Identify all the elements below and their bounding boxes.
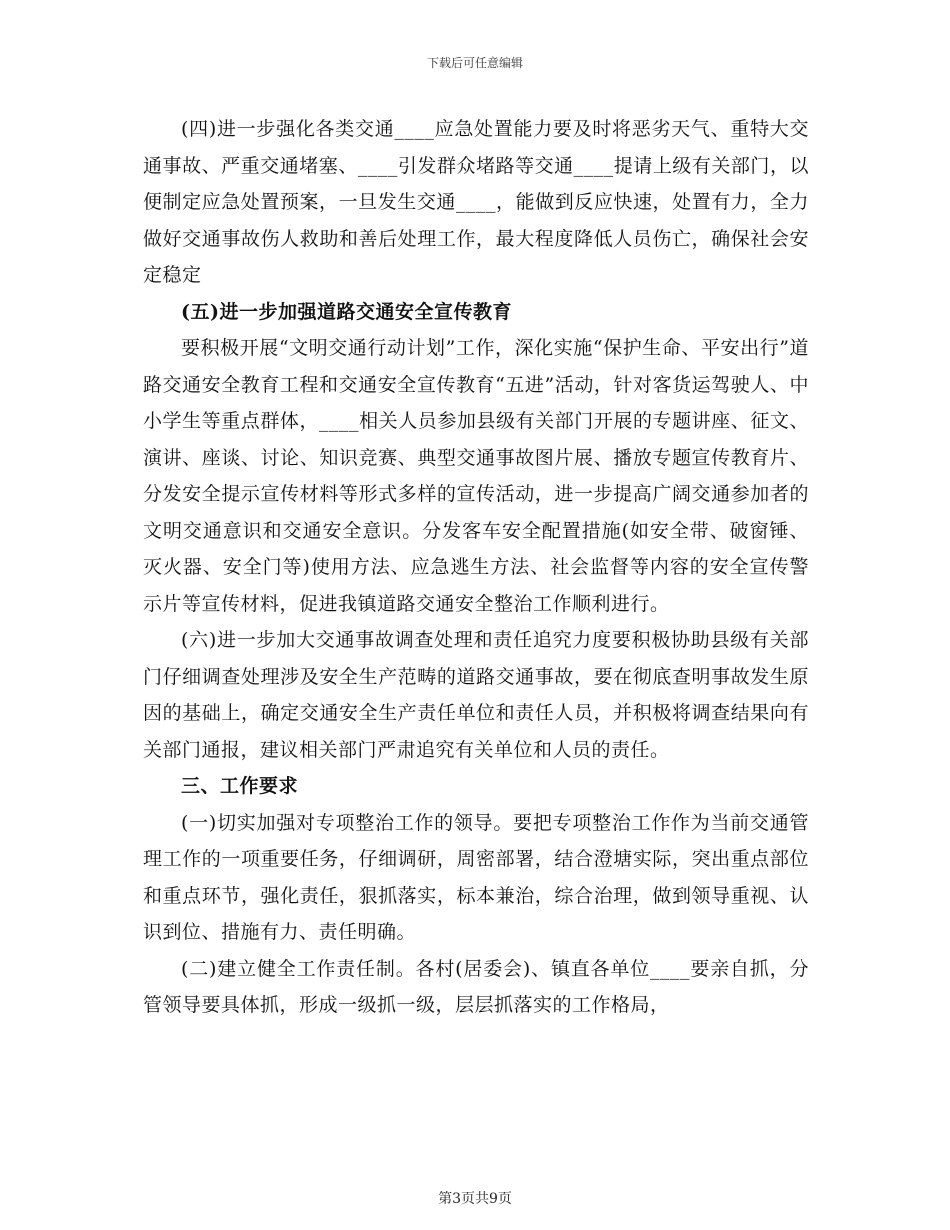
page-footer: 第3页共9页 bbox=[438, 1191, 512, 1207]
section-heading-5: (五)进一步加强道路交通安全宣传教育 bbox=[181, 300, 512, 323]
page-header: 下载后可任意编辑 bbox=[426, 56, 523, 70]
document-body bbox=[143, 111, 809, 1024]
paragraph-requirement-2: (二)建立健全工作责任制。各村(居委会)、镇直各单位____要亲自抓，分管领导要具体抓，形成一级抓一级，层层抓落实的工作格局， bbox=[143, 957, 809, 1016]
paragraph-requirement-1: (一)切实加强对专项整治工作的领导。要把专项整治工作作为当前交通管理工作的一项重要任务，仔细调研，周密部署，结合澄塘实际，突出重点部位和重点环节，强化责任，狠抓落实，标本兼治，综合治理，做到领导重视、认识到位、措施有力、责任明确。 bbox=[143, 811, 809, 943]
paragraph-5-body: 要积极开展“文明交通行动计划”工作，深化实施“保护生命、平安出行”道路交通安全教育工程和交通安全宣传教育“五进”活动，针对客货运驾驶人、中小学生等重点群体，____相关人员参加县级有关部门开展的专题讲座、征文、演讲、座谈、讨论、知识竞赛、典型交通事故图片展、播放专题宣传教育片、分发安全提示宣传材料等形式多样的宣传活动，进一步提高广阔交通参加者的文明交通意识和交通安全意识。分发客车安全配置措施(如安全带、破窗锤、灭火器、安全门等)使用方法、应急逃生方法、社会监督等内容的安全宣传警示片等宣传材料，促进我镇道路交通安全整治工作顺利进行。 bbox=[143, 337, 809, 615]
paragraph-6: (六)进一步加大交通事故调查处理和责任追究力度要积极协助县级有关部门仔细调查处理涉及安全生产范畴的道路交通事故，要在彻底查明事故发生原因的基础上，确定交通安全生产责任单位和责任人员，并积极将调查结果向有关部门通报，建议相关部门严肃追究有关单位和人员的责任。 bbox=[143, 629, 809, 761]
paragraph-4: (四)进一步强化各类交通____应急处置能力要及时将恶劣天气、重特大交通事故、严重交通堵塞、____引发群众堵路等交通____提请上级有关部门，以便制定应急处置预案，一旦发生交通____，能做到反应快速，处置有力，全力做好交通事故伤人救助和善后处理工作，最大程度降低人员伤亡，确保社会安定稳定 bbox=[143, 118, 809, 286]
section-heading-requirements: 三、工作要求 bbox=[181, 775, 299, 797]
